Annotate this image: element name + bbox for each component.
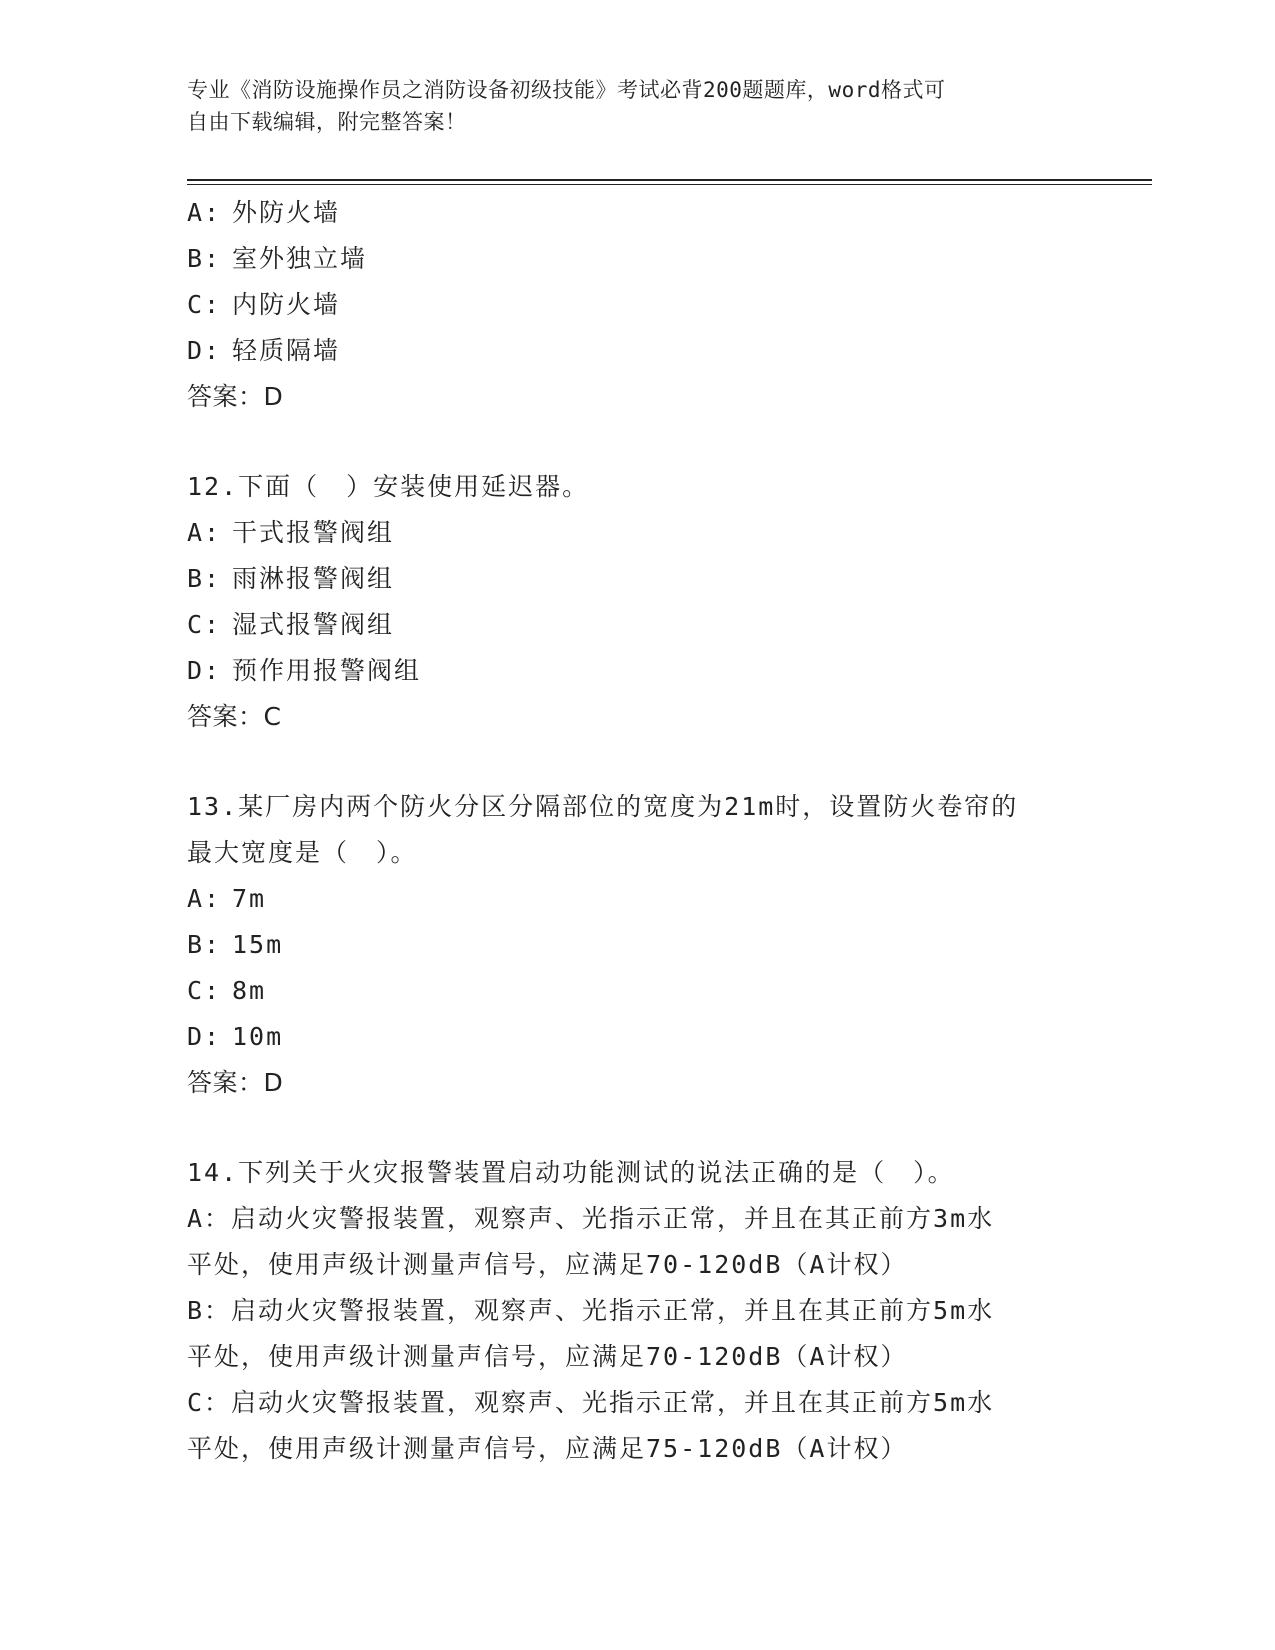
option-b-line-2: 平处，使用声级计测量声信号，应满足70-120dB（A计权） [187, 1342, 908, 1371]
spacer [187, 1106, 1087, 1150]
option-c-line-2: 平处，使用声级计测量声信号，应满足75-120dB（A计权） [187, 1434, 908, 1463]
question-stem: 14.下列关于火灾报警装置启动功能测试的说法正确的是（ ）。 [187, 1158, 955, 1187]
option-d: D: 预作用报警阀组 [187, 656, 422, 685]
header-line-2: 自由下载编辑，附完整答案！ [187, 110, 467, 134]
spacer [187, 740, 1087, 784]
question-14 [187, 1150, 1087, 1472]
option-a-line-1: A：启动火灾警报装置，观察声、光指示正常，并且在其正前方3m水 [187, 1204, 995, 1233]
option-c: C: 湿式报警阀组 [187, 610, 395, 639]
question-13 [187, 784, 1087, 1106]
option-c-line-1: C：启动火灾警报装置，观察声、光指示正常，并且在其正前方5m水 [187, 1388, 995, 1417]
question-stem-line-1: 13.某厂房内两个防火分区分隔部位的宽度为21m时，设置防火卷帘的 [187, 792, 1019, 821]
answer-line: 答案：D [187, 382, 284, 411]
header-line-1: 专业《消防设施操作员之消防设备初级技能》考试必背200题题库，word格式可 [187, 78, 946, 102]
option-c: C: 8m [187, 976, 267, 1005]
question-list [187, 190, 1087, 1472]
option-b-line-1: B：启动火灾警报装置，观察声、光指示正常，并且在其正前方5m水 [187, 1296, 995, 1325]
header-divider-thick [187, 179, 1152, 181]
answer-line: 答案：C [187, 702, 282, 731]
option-a: A: 7m [187, 884, 267, 913]
spacer [187, 420, 1087, 464]
question-stem-line-2: 最大宽度是（ ）。 [187, 838, 418, 867]
option-a: A: 外防火墙 [187, 198, 341, 227]
question-stem: 12.下面（ ）安装使用延迟器。 [187, 472, 590, 501]
option-c: C: 内防火墙 [187, 290, 341, 319]
question-12 [187, 464, 1087, 740]
option-b: B: 室外独立墙 [187, 244, 368, 273]
option-a-line-2: 平处，使用声级计测量声信号，应满足70-120dB（A计权） [187, 1250, 908, 1279]
option-b: B: 雨淋报警阀组 [187, 564, 395, 593]
header-divider-thin [187, 184, 1152, 185]
option-b: B: 15m [187, 930, 284, 959]
option-d: D: 轻质隔墙 [187, 336, 341, 365]
document-header [187, 74, 1067, 138]
option-d: D: 10m [187, 1022, 284, 1051]
question-11 [187, 190, 1087, 420]
answer-line: 答案：D [187, 1068, 284, 1097]
option-a: A: 干式报警阀组 [187, 518, 395, 547]
